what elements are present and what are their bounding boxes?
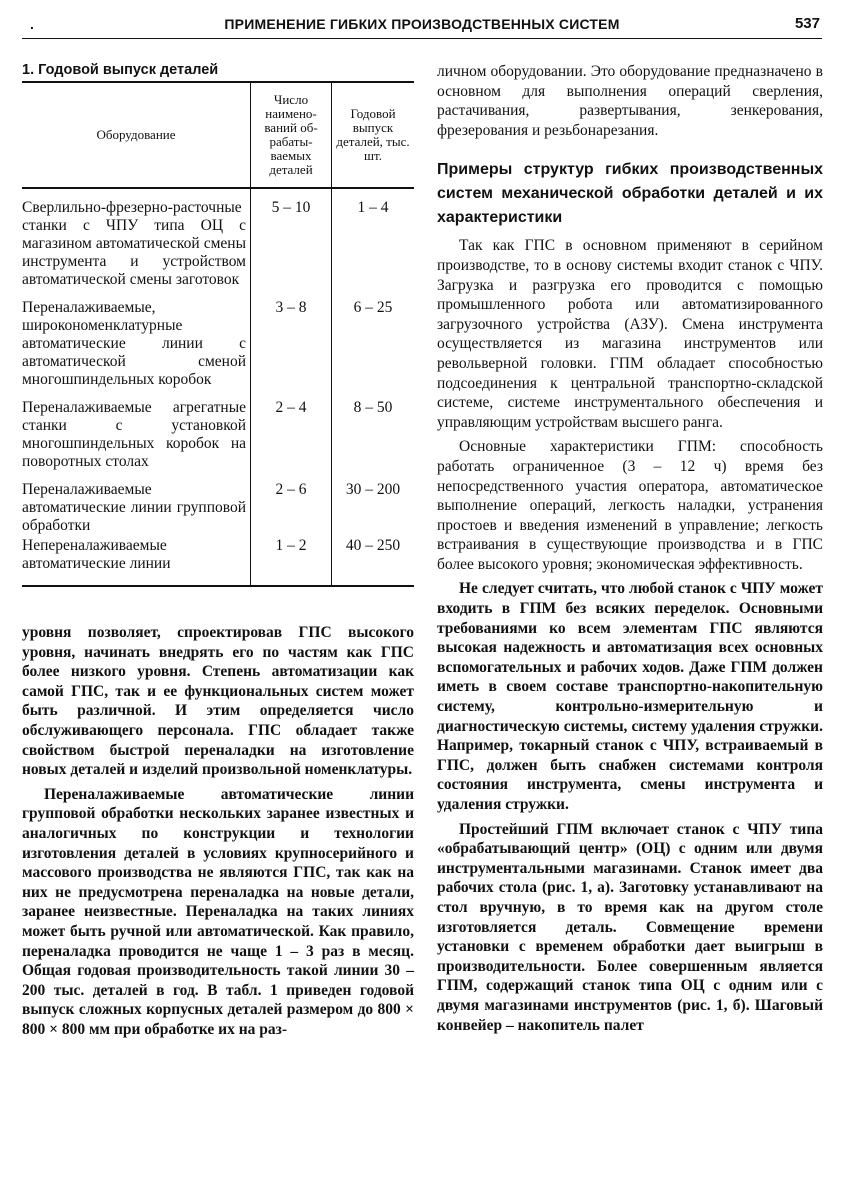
right-paragraph-1: Так как ГПС в основном применяют в серийном производстве, то в основу системы входит станок с ЧПУ. Загрузка и разгрузка его проводится с помощью промышленного робота или автоматизированного загрузочного устройства (АЗУ). Смена инструмента осуществляется из магазина инструментов или револьверной головки. ГПМ обладает способностью подсоединения к центральной транспортно-складской системе, системе инструментального обеспечения и управляющим устройствам высшего ранга. xyxy=(437,237,823,431)
table-row xyxy=(22,481,414,537)
cell-annual-output: 30 – 200 xyxy=(345,481,401,498)
cell-annual-output: 1 – 4 xyxy=(357,199,389,216)
right-paragraph-4: Простейший ГПМ включает станок с ЧПУ типа «обрабатывающий центр» (ОЦ) с одним или двумя инструментальными магазинами. Станок имеет два рабочих стола (рис. 1, а). Заготовку устанавливают на стол вручную, в то время как на другом столе изготовляется деталь. Совмещение времени установки с временем обработки дает выигрыш в производительности. Более совершенным является ГПМ, содержащий станок типа ОЦ с одним или с двумя магазинами инструментов (рис. 1, б). Шаговый конвейер – накопитель палет xyxy=(437,820,823,1034)
section-heading: Примеры структур гибких производственных систем механической обработки деталей и их характеристики xyxy=(437,161,823,227)
running-title: ПРИМЕНЕНИЕ ГИБКИХ ПРОИЗВОДСТВЕННЫХ СИСТЕМ xyxy=(224,16,620,32)
column-header-annual-output: Годовой выпуск деталей, тыс. шт. xyxy=(332,82,415,188)
left-paragraph-2: Переналаживаемые автоматические линии групповой обработки нескольких заранее известных и аналогичных по конструкции и технологии изготовления деталей в условиях крупносерийного и массового производства не являются ГПС, так как на них не предусмотрена переналадка на новые детали, заранее неизвестные. Переналадка на таких линиях может быть ручной или автоматической. Как правило, переналадка проводится не чаще 1 – 3 раз в месяц. Общая годовая производительность такой линии 30 – 200 тыс. деталей в год. В табл. 1 приведен годовой выпуск сложных корпусных деталей размером до 800 × 800 × 800 мм при обработке их на раз- xyxy=(22,785,414,1038)
cell-annual-output: 40 – 250 xyxy=(345,537,401,554)
cell-equipment: Переналаживаемые агрегатные станки с установкой многошпиндельных коробок на поворотных столах xyxy=(22,399,251,481)
right-paragraph-3: Не следует считать, что любой станок с ЧПУ может входить в ГПМ без всяких переделок. Основными требованиями ко всем элементам ГПС являются высокая надежность и автоматизация всех основных вспомогательных и рабочих ходов. Даже ГПМ должен иметь в своем составе транспортно-накопительную систему, контрольно-измерительную и диагностическую системы, систему удаления стружки. Например, токарный станок с ЧПУ, встраиваемый в ГПС, должен быть снабжен системами контроля состояния инструмента, смены инструмента и удаления стружки. xyxy=(437,580,823,813)
table-row xyxy=(22,299,414,399)
column-header-names-count: Число наимено-ваний об-рабаты-ваемых деталей xyxy=(251,82,332,188)
cell-names-count: 2 – 6 xyxy=(251,481,332,537)
annual-output-table xyxy=(22,81,414,587)
table-title: 1. Годовой выпуск деталей xyxy=(22,62,219,78)
right-column xyxy=(437,62,823,1035)
page-number: 537 xyxy=(794,15,820,32)
right-paragraph-2: Основные характеристики ГПМ: способность работать ограниченное (3 – 12 ч) время без непосредственного участия оператора, автоматическое выполнение операций, легкость наладки, устранения простоев и введения изменений в управление; легкость встраивания в существующие производства и в ГПС более высокого уровня; экономическая эффективность. xyxy=(437,438,823,573)
header-dot: . xyxy=(30,16,34,32)
cell-annual-output: 6 – 25 xyxy=(353,299,393,316)
left-column xyxy=(22,62,414,1039)
cell-equipment: Непереналаживаемые автоматические линии xyxy=(22,537,251,586)
table-header-row xyxy=(22,82,414,188)
left-paragraph-1: уровня позволяет, спроектировав ГПС высокого уровня, начинать внедрять его по частям как ГПС более низкого уровня. Степень автоматизации как самой ГПС, так и ее функциональных систем может быть различной. И этим определяется число обслуживающего персонала. ГПС обладает также свойством быстрой переналадки на изготовление новых деталей и изделий произвольной номенклатуры. xyxy=(22,624,414,779)
cell-equipment: Сверлильно-фрезерно-расточные станки с ЧПУ типа ОЦ с магазином автоматической смены инструмента и устройством автоматической смены заготовок xyxy=(22,188,251,299)
cell-annual-output: 8 – 50 xyxy=(353,399,393,416)
table-row xyxy=(22,188,414,299)
right-paragraph-0: личном оборудовании. Это оборудование предназначено в основном для выполнения операций сверления, растачивания, развертывания, зенкерования, фрезерования и резьбонарезания. xyxy=(437,63,823,139)
table-row xyxy=(22,399,414,481)
cell-equipment: Переналаживаемые автоматические линии групповой обработки xyxy=(22,481,251,537)
column-header-equipment: Оборудование xyxy=(22,82,251,188)
cell-equipment: Переналаживаемые, широкономенклатурные автоматические линии с автоматической сменой многошпиндельных коробок xyxy=(22,299,251,399)
running-header xyxy=(22,14,822,39)
cell-names-count: 5 – 10 xyxy=(251,188,332,299)
table-row xyxy=(22,537,414,586)
cell-names-count: 1 – 2 xyxy=(251,537,332,586)
cell-names-count: 2 – 4 xyxy=(251,399,332,481)
cell-names-count: 3 – 8 xyxy=(251,299,332,399)
